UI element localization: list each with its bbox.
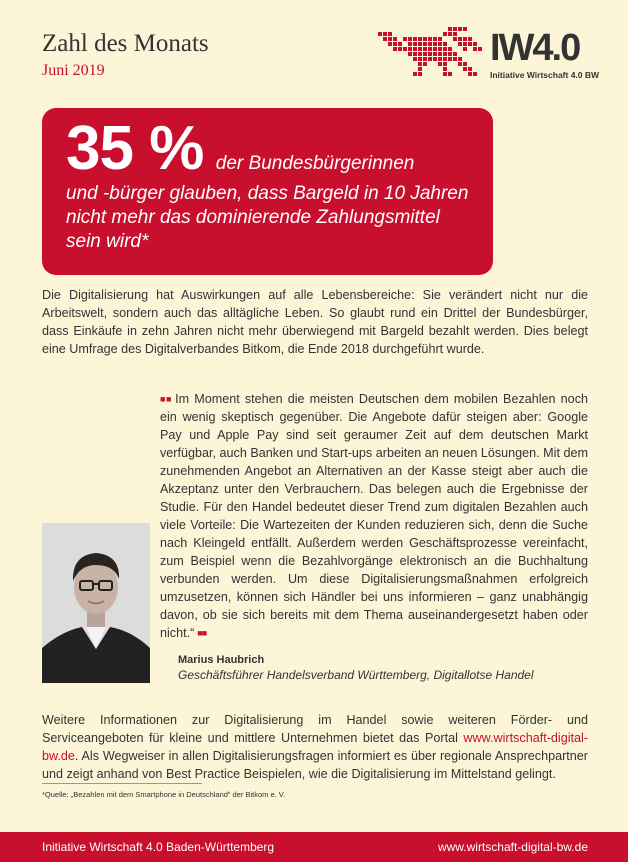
intro-paragraph: Die Digitalisierung hat Auswirkungen auf alle Lebensbereiche: Sie verändert nicht nur die Arbeitswelt, sondern auch das alltägliche Leben. So glaubt rund ein Drittel der Bundesbürger, dass Einkäufe in zehn Jahren nicht mehr überwiegend mit Bargeld bezahlt werden. Dies belegt eine Umfrage des Digitalverbandes Bitkom, die Ende 2018 durchgeführt wurde.	[42, 288, 588, 356]
portrait-image	[42, 523, 150, 683]
headline-number: 35 %	[66, 114, 204, 183]
author-photo	[42, 523, 150, 683]
quote-text: Im Moment stehen die meisten Deutschen dem mobilen Bezahlen noch ein wenig skeptisch gegenüber. Die Angebote dafür steigen aber: Google Pay und Apple Pay sind seit geraumer Zeit auf dem deutschen Markt verfügbar, auch Banken und Start-ups arbeiten an neuen Lösungen. Mit dem zunehmenden Angebot an Alternativen an der Kasse steigt aber auch die Akzeptanz unter den Verbrauchern. Das belegen auch die Ergebnisse der Studie. Für den Handel bedeutet dieser Trend zum digitalen Bezahlen auch viele Vorteile: Die Wartezeiten der Kunden reduzieren sich, denn die Suche nach Kleingeld entfällt. Außerdem werden Geschäftsprozesse vereinfacht, zum Beispiel wenn die Bezahlvorgänge elektronisch an die Buchhaltung verbunden werden. Um diese Digitalisierungsmaßnahmen erfolgreich umzusetzen, können sich Händler bei uns informieren – ganz unabhängig davon, ob sie sich bereits mit dem Thema auseinandergesetzt haben oder nicht.“	[160, 392, 588, 640]
iw40-logo[interactable]	[376, 26, 600, 84]
page-title: Zahl des Monats	[42, 30, 209, 57]
quote-block	[160, 390, 588, 642]
author-name: Marius Haubrich	[178, 654, 265, 666]
footnote: *Quelle: „Bezahlen mit dem Smartphone in Deutschland“ der Bitkom e. V.	[42, 790, 286, 799]
headline-callout	[42, 108, 493, 275]
footer-organization: Initiative Wirtschaft 4.0 Baden-Württemberg	[42, 840, 275, 854]
portal-link[interactable]: www.wirtschaft-digital-bw.de	[42, 731, 588, 763]
author-role: Geschäftsführer Handelsverband Württemberg, Digitallotse Handel	[178, 668, 534, 682]
footer-bar	[0, 832, 628, 862]
logo-subtitle: Initiative Wirtschaft 4.0 BW	[490, 70, 600, 80]
outro-paragraph	[42, 711, 588, 783]
lion-pixel-logo-icon	[376, 26, 484, 80]
headline-line1: der Bundesbürgerinnen	[215, 153, 415, 174]
outro-text-after: . Als Wegweiser in allen Digitalisierungsfragen informiert es über regionale Ansprechpartner und zeigt anhand von Best Practice Beispielen, wie die Digitalisierung im Mittelstand gelingt.	[42, 749, 588, 781]
issue-date: Juni 2019	[42, 62, 105, 79]
headline-rest: und -bürger glauben, dass Bargeld in 10 Jahren nicht mehr das dominierende Zahlungsmittel sein wird*	[66, 183, 469, 252]
logo-wordmark: IW4.0	[490, 27, 580, 69]
outro-text-before: Weitere Informationen zur Digitalisierung im Handel sowie weiteren Förder- und Serviceangeboten für kleine und mittlere Unternehmen bietet das Portal	[42, 713, 588, 745]
quote-close-marker: ■■	[197, 628, 207, 638]
quote-open-marker: ■■	[160, 394, 173, 404]
footnote-divider	[42, 783, 202, 784]
footer-website-link[interactable]: www.wirtschaft-digital-bw.de	[437, 840, 588, 854]
